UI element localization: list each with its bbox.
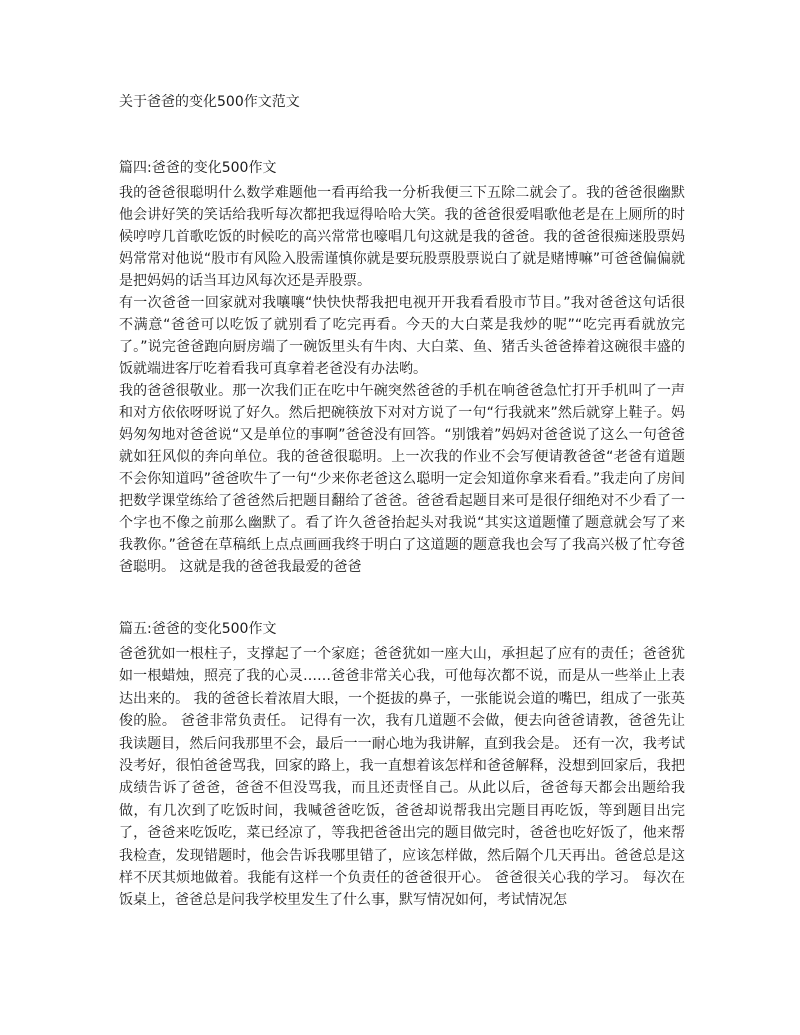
paragraph: 我的爸爸很聪明什么数学难题他一看再给我一分析我便三下五除二就会了。我的爸爸很幽默他会讲好笑的笑话给我听每次都把我逗得哈哈大笑。我的爸爸很爱唱歌他老是在上厕所的时候哼哼几首歌吃饭的时候吃的高兴常常也嚎唱几句这就是我的爸爸。我的爸爸很痴迷股票妈妈常常对他说“股市有风险入股需谨慎你就是要玩股票股票说白了就是赌博嘛”可爸爸偏偏就是把妈妈的话当耳边风每次还是弄股票。 [119, 185, 685, 289]
section-heading-5: 篇五:爸爸的变化500作文 [119, 621, 277, 637]
paragraph: 我的爸爸很敬业。那一次我们正在吃中午碗突然爸爸的手机在响爸爸急忙打开手机叫了一声和对方依依呀呀说了好久。然后把碗筷放下对对方说了一句“行我就来”然后就穿上鞋子。妈妈匆匆地对爸爸说“又是单位的事啊”爸爸没有回答。“别饿着”妈妈对爸爸说了这么一句爸爸就如狂风似的奔向单位。我的爸爸很聪明。上一次我的作业不会写便请教爸爸“老爸有道题不会你知道吗”爸爸吹牛了一句“少来你老爸这么聪明一定会知道你拿来看看。”我走向了房间把数学课堂练给了爸爸然后把题目翻给了爸爸。爸爸看起题目来可是很仔细绝对不少看了一个字也不像之前那么幽默了。看了许久爸爸抬起头对我说“其实这道题懂了题意就会写了来我教你。”爸爸在草稿纸上点点画画我终于明白了这道题的题意我也会写了我高兴极了忙夸爸爸聪明。 这就是我的爸爸我最爱的爸爸 [119, 383, 685, 575]
paragraph: 爸爸犹如一根柱子，支撑起了一个家庭；爸爸犹如一座大山，承担起了应有的责任；爸爸犹如一根蜡烛，照亮了我的心灵……爸爸非常关心我，可他每次都不说，而是从一些举止上表达出来的。 我的爸爸长着浓眉大眼，一个挺拔的鼻子，一张能说会道的嘴巴，组成了一张英俊的脸。 爸爸非常负责任。 记得有一次，我有几道题不会做，便去向爸爸请教，爸爸先让我读题目，然后问我那里不会，最后一一耐心地为我讲解，直到我会是。 还有一次，我考试没考好，很怕爸爸骂我，回家的路上，我一直想着该怎样和爸爸解释，没想到回家后，我把成绩告诉了爸爸，爸爸不但没骂我，而且还责怪自己。从此以后，爸爸每天都会出题给我做，有几次到了吃饭时间，我喊爸爸吃饭，爸爸却说帮我出完题目再吃饭，等到题目出完了，爸爸来吃饭吃，菜已经凉了，等我把爸爸出完的题目做完时，爸爸也吃好饭了，他来帮我检查，发现错题时，他会告诉我哪里错了，应该怎样做，然后隔个几天再出。爸爸总是这样不厌其烦地做着。我能有这样一个负责任的爸爸很开心。 爸爸很关心我的学习。 每次在饭桌上，爸爸总是问我学校里发生了什么事，默写情况如何，考试情况怎 [119, 646, 685, 909]
document-title: 关于爸爸的变化500作文范文 [119, 94, 300, 110]
paragraph: 有一次爸爸一回家就对我嚷嚷“快快快帮我把电视开开我看看股市节目。”我对爸爸这句话很不满意“爸爸可以吃饭了就别看了吃完再看。今天的大白菜是我炒的呢”“吃完再看就放完了。”说完爸爸跑向厨房端了一碗饭里头有牛肉、大白菜、鱼、猪舌头爸爸捧着这碗很丰盛的饭就端进客厅吃着看我可真拿着老爸没有办法哟。 [119, 295, 685, 377]
section-heading-4: 篇四:爸爸的变化500作文 [119, 160, 277, 176]
